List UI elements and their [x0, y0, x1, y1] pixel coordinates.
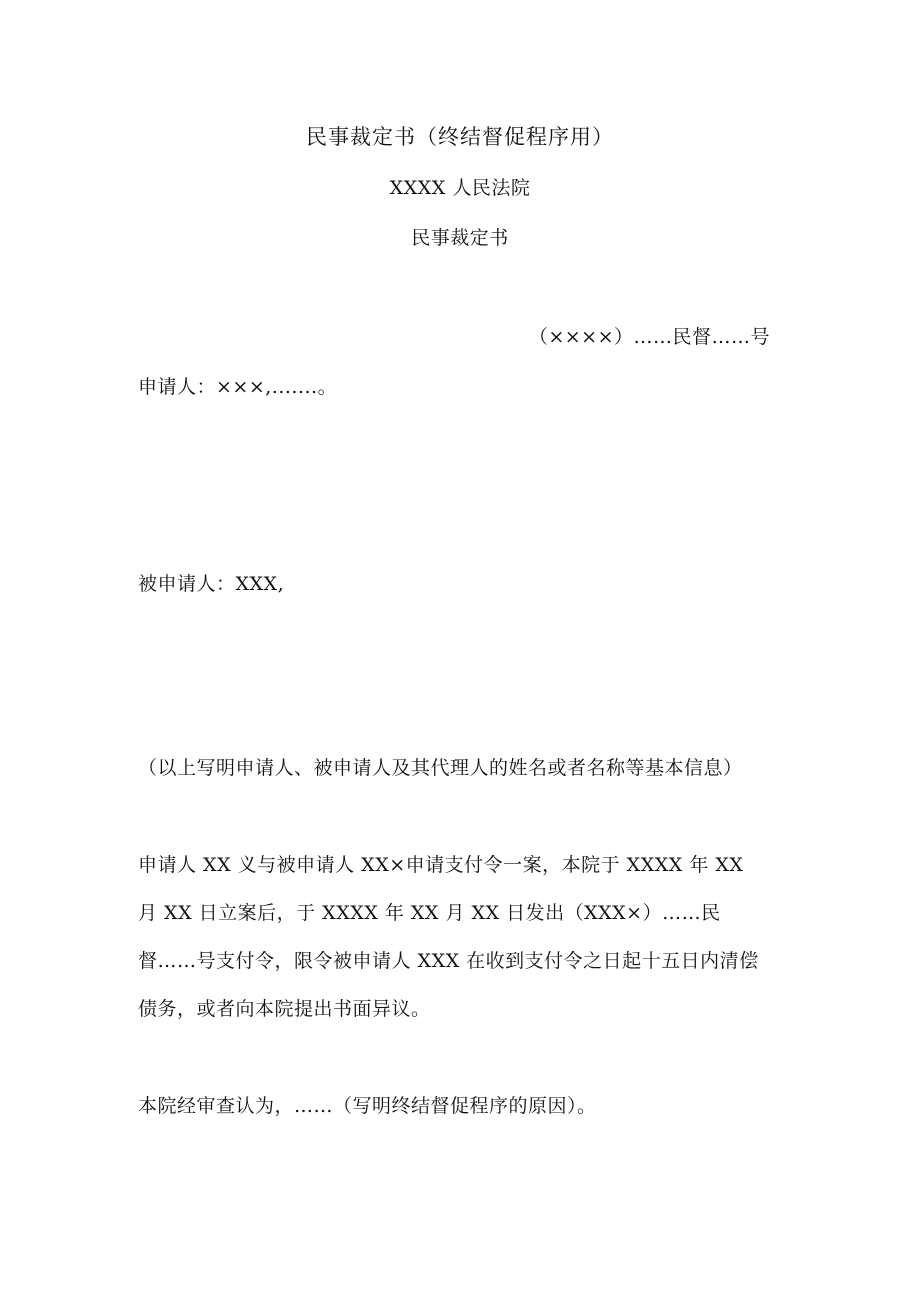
paragraph1-line: 债务，或者向本院提出书面异议。	[138, 998, 431, 1020]
info-note: （以上写明申请人、被申请人及其代理人的姓名或者名称等基本信息）	[138, 757, 743, 779]
court-name: XXXX 人民法院	[389, 177, 531, 199]
paragraph1-line: 申请人 XX 义与被申请人 XX×申请支付令一案，本院于 XXXX 年 XX	[138, 854, 744, 876]
applicant-line: 申请人：×××,.......。	[138, 376, 338, 398]
document-type: 民事裁定书	[411, 227, 509, 249]
document-title: 民事裁定书（终结督促程序用）	[306, 125, 614, 149]
paragraph1-line: 月 XX 日立案后，于 XXXX 年 XX 月 XX 日发出（XXX×）……民	[138, 902, 721, 924]
respondent-line: 被申请人：XXX,	[138, 573, 285, 595]
case-number: （××××）……民督……号	[528, 326, 770, 348]
paragraph1-line: 督……号支付令，限令被申请人 XXX 在收到支付令之日起十五日内清偿	[138, 950, 759, 972]
paragraph2: 本院经审查认为，……（写明终结督促程序的原因）。	[138, 1095, 597, 1117]
